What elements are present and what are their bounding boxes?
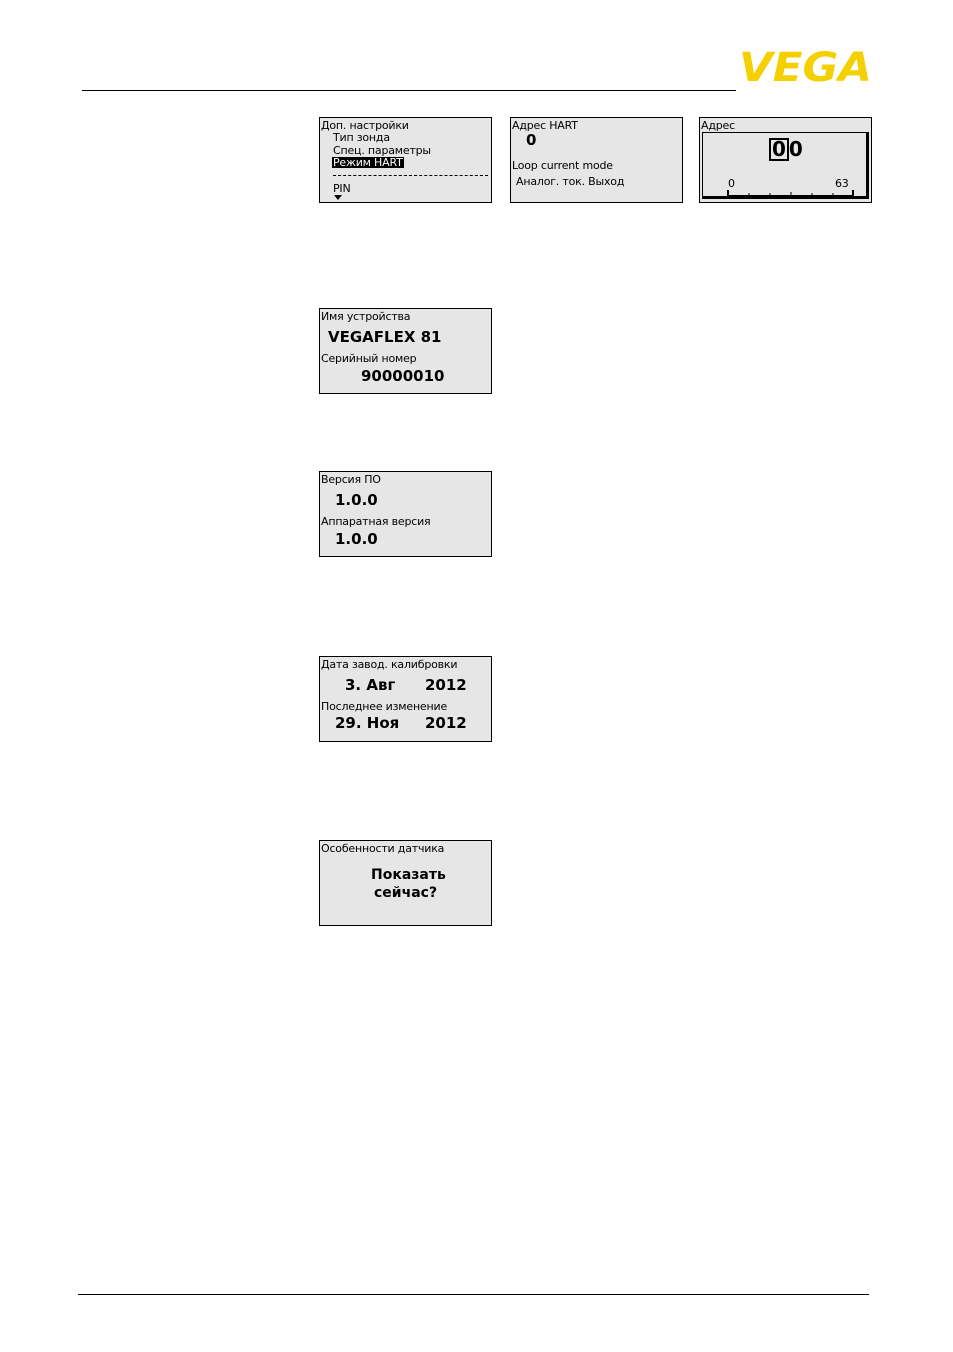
show-now-line1[interactable]: Показать [371, 867, 446, 883]
device-name-value: VEGAFLEX 81 [328, 328, 442, 346]
header-rule [82, 90, 736, 91]
device-name-label: Имя устройства [321, 310, 411, 323]
loop-current-value[interactable]: Аналог. ток. Выход [516, 175, 625, 188]
menu-title: Доп. настройки [321, 119, 409, 132]
scale-max-label: 63 [835, 177, 849, 190]
serial-number-value: 90000010 [361, 367, 445, 385]
lcd-sensor-features [319, 840, 492, 926]
hardware-version-value: 1.0.0 [335, 530, 378, 548]
lcd-hart-address [510, 117, 683, 203]
hart-address-title: Адрес HART [512, 119, 578, 132]
menu-item-probe-type[interactable]: Тип зонда [333, 131, 390, 144]
serial-number-label: Серийный номер [321, 352, 417, 365]
lcd-additional-settings [319, 117, 492, 203]
software-version-value: 1.0.0 [335, 491, 378, 509]
software-version-label: Версия ПО [321, 473, 381, 486]
factory-calibration-year: 2012 [425, 676, 467, 694]
hart-address-value: 0 [526, 131, 537, 149]
menu-item-special-params[interactable]: Спец. параметры [333, 144, 431, 157]
menu-item-hart-mode[interactable]: Режим HART [333, 156, 403, 169]
address-digits[interactable] [769, 138, 803, 161]
svg-text:VEGA: VEGA [739, 48, 872, 84]
menu-divider [333, 175, 488, 176]
last-change-label: Последнее изменение [321, 700, 448, 713]
last-change-day: 29. Ноя [335, 714, 400, 732]
footer-rule [78, 1294, 869, 1295]
digit-rest: 0 [788, 137, 803, 161]
address-edit-title: Адрес [701, 119, 735, 132]
digit-cursor[interactable]: 0 [769, 138, 789, 161]
sensor-features-title: Особенности датчика [321, 842, 445, 855]
factory-calibration-day: 3. Авг [345, 676, 396, 694]
hardware-version-label: Аппаратная версия [321, 515, 431, 528]
scroll-down-icon [334, 195, 342, 200]
show-now-line2[interactable]: сейчас? [374, 885, 438, 901]
loop-current-label: Loop current mode [512, 159, 613, 172]
menu-item-pin[interactable]: PIN [333, 182, 351, 195]
lcd-versions [319, 471, 492, 557]
vega-logo [739, 48, 872, 84]
lcd-calibration-date [319, 656, 492, 742]
last-change-year: 2012 [425, 714, 467, 732]
address-editor-frame[interactable] [702, 132, 869, 199]
lcd-device-name [319, 308, 492, 394]
lcd-address-edit [699, 117, 872, 203]
address-scale [727, 188, 855, 198]
scale-min-label: 0 [728, 177, 735, 190]
factory-calibration-label: Дата завод. калибровки [321, 658, 458, 671]
